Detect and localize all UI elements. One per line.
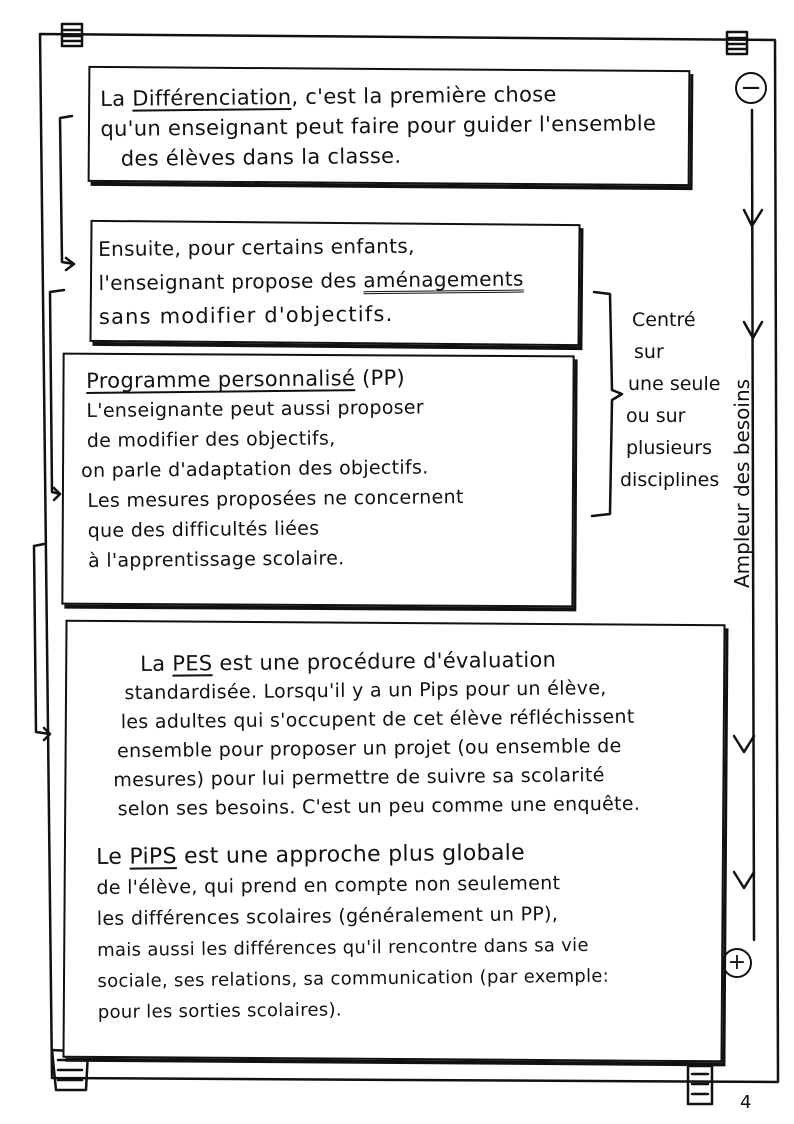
- tape-bottom-right: [688, 1066, 712, 1104]
- keyword-amenagements: aménagements: [363, 266, 524, 293]
- keyword-pips: PiPS: [129, 844, 177, 870]
- text-programme-personnalise: Programme personnalisé (PP) L'enseignante peut aussi proposer de modifier des objectifs, on parle d'adaptation des objectifs. Les mesures proposées ne concernent que des difficultés liées à l'apprentissage scolaire.: [80, 365, 464, 572]
- keyword-pes: PES: [172, 651, 213, 676]
- keyword-differenciation: Différenciation: [132, 84, 292, 111]
- side-note: Centré sur une seule ou sur plusieurs disciplines: [620, 309, 721, 491]
- minus-circle-icon: −: [735, 72, 767, 104]
- scale-arrow-head-3: [734, 736, 754, 752]
- scale-axis-label: Ampleur des besoins: [730, 378, 754, 588]
- tape-top-left: [62, 24, 82, 46]
- page-number: 4: [740, 1092, 752, 1113]
- text-amenagements: Ensuite, pour certains enfants, l'enseignant propose des aménagements sans modifier d'objectifs.: [98, 233, 524, 329]
- connector-1: [60, 116, 74, 270]
- keyword-programme-personnalise: Programme personnalisé: [86, 366, 356, 393]
- text-pes: La PES est une procédure d'évaluation standardisée. Lorsqu'il y a un Pips pour un élève, les adultes qui s'occupent de cet élève réfléchissent ensemble pour proposer un projet (ou ensemble de mesures) pour lui permettre de suivre sa scolarité selon ses besoins. C'est un peu comme une enquête.: [113, 647, 641, 821]
- scale-arrow-head-4: [734, 872, 754, 888]
- text-pips: Le PiPS est une approche plus globale de l'élève, qui prend en compte non seulement les différences scolaires (généralement un PP), mais aussi les différences qu'il rencontre dans sa vie sociale, ses relations, sa communication (par exemple: pour les sorties scolaires).: [96, 840, 610, 1023]
- plus-circle-icon: +: [722, 948, 752, 978]
- text-differenciation: La Différenciation, c'est la première chose qu'un enseignant peut faire pour guider l'ensemble des élèves dans la classe.: [100, 82, 657, 171]
- side-bracket: [592, 292, 622, 516]
- tape-top-right: [727, 32, 747, 54]
